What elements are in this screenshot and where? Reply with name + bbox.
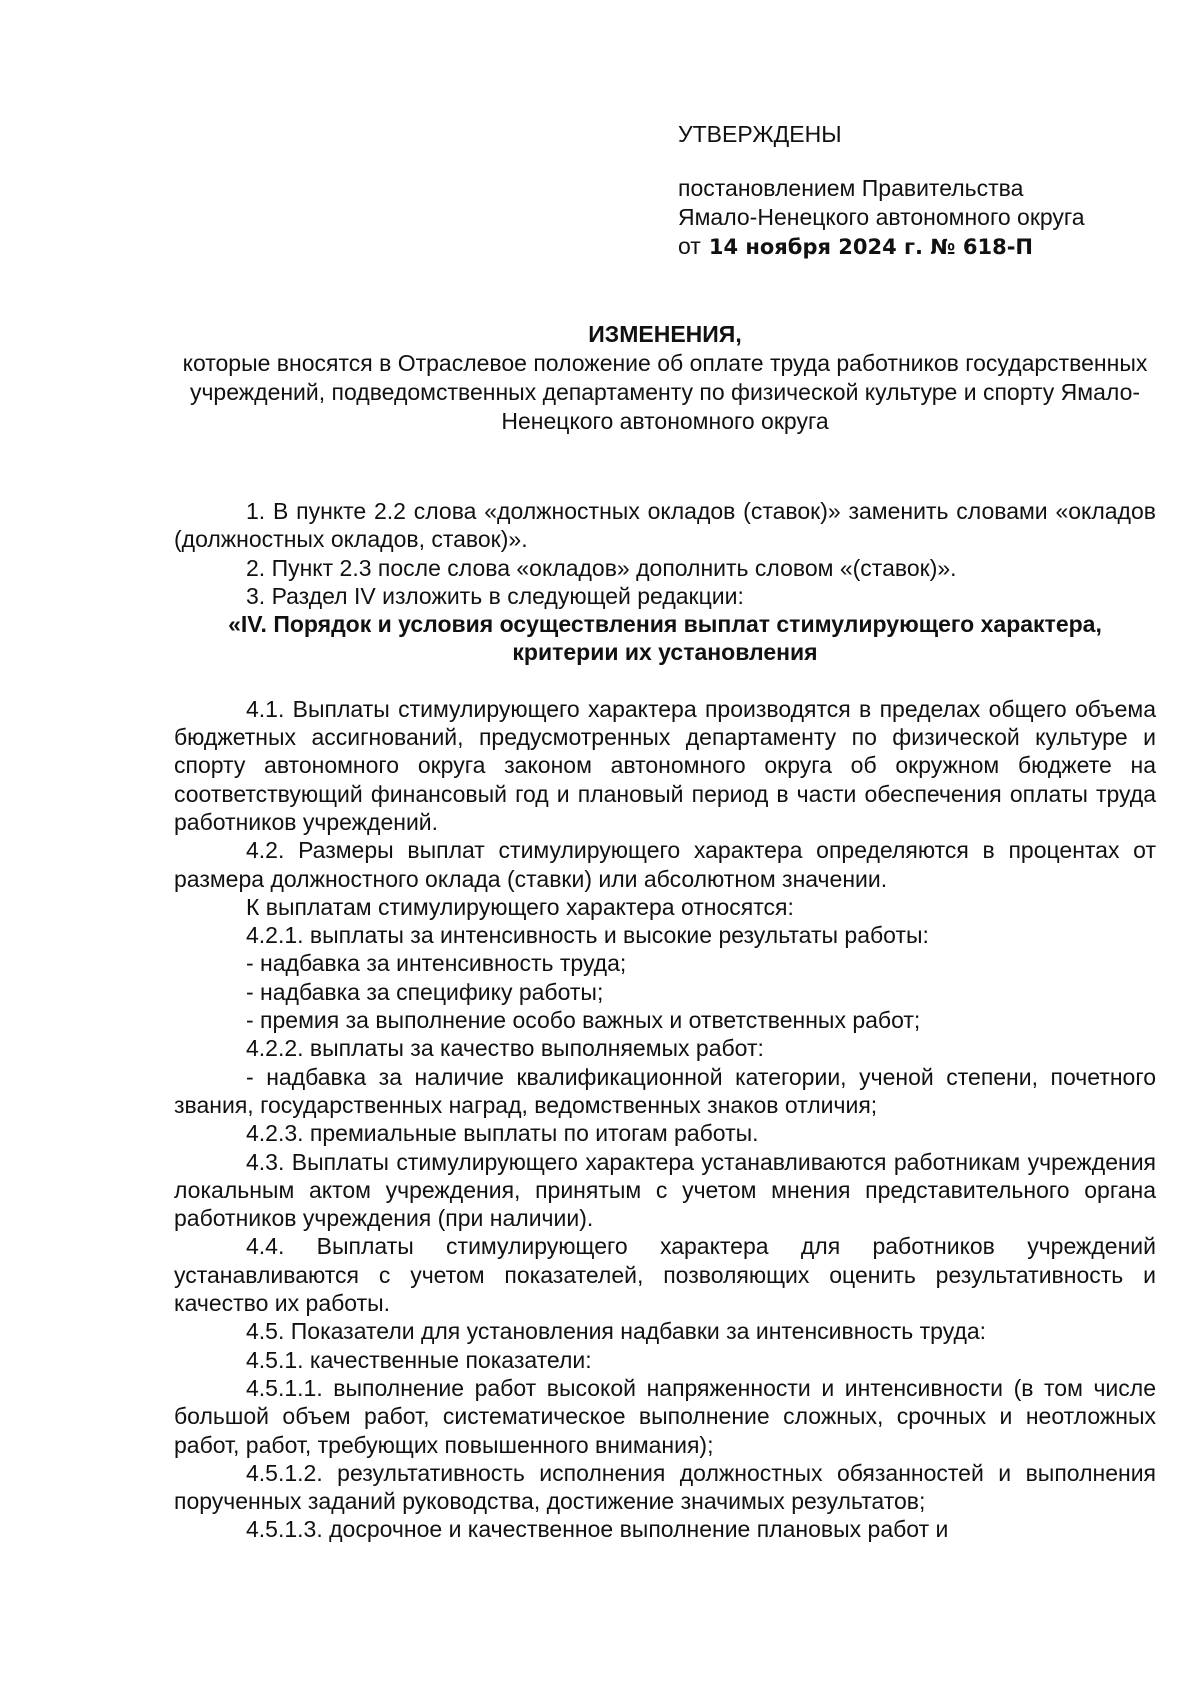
approval-date-number: 14 ноября 2024 г. № 618-П bbox=[708, 235, 1033, 259]
approval-block bbox=[678, 120, 1158, 262]
paragraph-4-2: 4.2. Размеры выплат стимулирующего характера определяются в процентах от размера должностного оклада (ставки) или абсолютном значении. bbox=[174, 837, 1156, 892]
paragraph-4-4: 4.4. Выплаты стимулирующего характера для работников учреждений устанавливаются с учетом показателей, позволяющих оценить результативность и качество их работы. bbox=[174, 1233, 1156, 1317]
paragraph-4-1: 4.1. Выплаты стимулирующего характера производятся в пределах общего объема бюджетных ассигнований, предусмотренных департаменту по физической культуре и спорту автономного округа законом автономного округа об окружном бюджете на соответствующий финансовый год и плановый период в части обеспечения оплаты труда работников учреждений. bbox=[174, 695, 1156, 835]
list-item: - надбавка за наличие квалификационной категории, ученой степени, почетного звания, государственных наград, ведомственных знаков отличия; bbox=[174, 1063, 1156, 1118]
paragraph-4-2-2: 4.2.2. выплаты за качество выполняемых работ: bbox=[246, 1035, 764, 1062]
section-title: «IV. Порядок и условия осуществления выплат стимулирующего характера, критерии их установления bbox=[228, 611, 1102, 666]
list-item: - надбавка за интенсивность труда; bbox=[246, 950, 627, 977]
paragraph-4-5-1-3: 4.5.1.3. досрочное и качественное выполнение плановых работ и bbox=[246, 1516, 949, 1543]
approval-prefix: от bbox=[678, 233, 701, 259]
paragraph-list-intro: К выплатам стимулирующего характера относятся: bbox=[246, 893, 794, 920]
item-1: 1. В пункте 2.2 слова «должностных окладов (ставок)» заменить словами «окладов (должностных окладов, ставок)». bbox=[174, 498, 1156, 553]
paragraph-4-2-3: 4.2.3. премиальные выплаты по итогам работы. bbox=[246, 1120, 759, 1147]
paragraph-4-5-1-1: 4.5.1.1. выполнение работ высокой напряженности и интенсивности (в том числе большой объем работ, систематическое выполнение сложных, срочных и неотложных работ, работ, требующих повышенного внимания); bbox=[174, 1374, 1156, 1458]
approval-line-2: Ямало-Ненецкого автономного округа bbox=[678, 204, 1085, 230]
item-2: 2. Пункт 2.3 после слова «окладов» дополнить словом «(ставок)». bbox=[246, 554, 957, 581]
document-subtitle: которые вносятся в Отраслевое положение об оплате труда работников государственных учреждений, подведомственных департаменту по физической культуре и спорту Ямало-Ненецкого автономного округа bbox=[182, 350, 1148, 434]
approval-line-1: постановлением Правительства bbox=[678, 175, 1024, 201]
paragraph-4-5-1-2: 4.5.1.2. результативность исполнения должностных обязанностей и выполнения порученных заданий руководства, достижение значимых результатов; bbox=[174, 1459, 1156, 1515]
item-3: 3. Раздел IV изложить в следующей редакции: bbox=[246, 582, 744, 609]
paragraph-4-5: 4.5. Показатели для установления надбавки за интенсивность труда: bbox=[246, 1318, 987, 1345]
list-item: - надбавка за специфику работы; bbox=[246, 978, 604, 1005]
document-body bbox=[174, 497, 1156, 1544]
list-item: - премия за выполнение особо важных и ответственных работ; bbox=[246, 1007, 921, 1034]
paragraph-4-5-1: 4.5.1. качественные показатели: bbox=[246, 1346, 592, 1373]
document-title: ИЗМЕНЕНИЯ, bbox=[588, 321, 742, 347]
paragraph-4-3: 4.3. Выплаты стимулирующего характера устанавливаются работникам учреждения локальным актом учреждения, принятым с учетом мнения представительного органа работников учреждения (при наличии). bbox=[174, 1148, 1156, 1232]
approval-title: УТВЕРЖДЕНЫ bbox=[678, 121, 842, 147]
document-heading bbox=[174, 320, 1156, 436]
paragraph-4-2-1: 4.2.1. выплаты за интенсивность и высокие результаты работы: bbox=[246, 922, 929, 949]
approval-date-line bbox=[678, 232, 1158, 262]
spacer bbox=[174, 667, 1156, 695]
